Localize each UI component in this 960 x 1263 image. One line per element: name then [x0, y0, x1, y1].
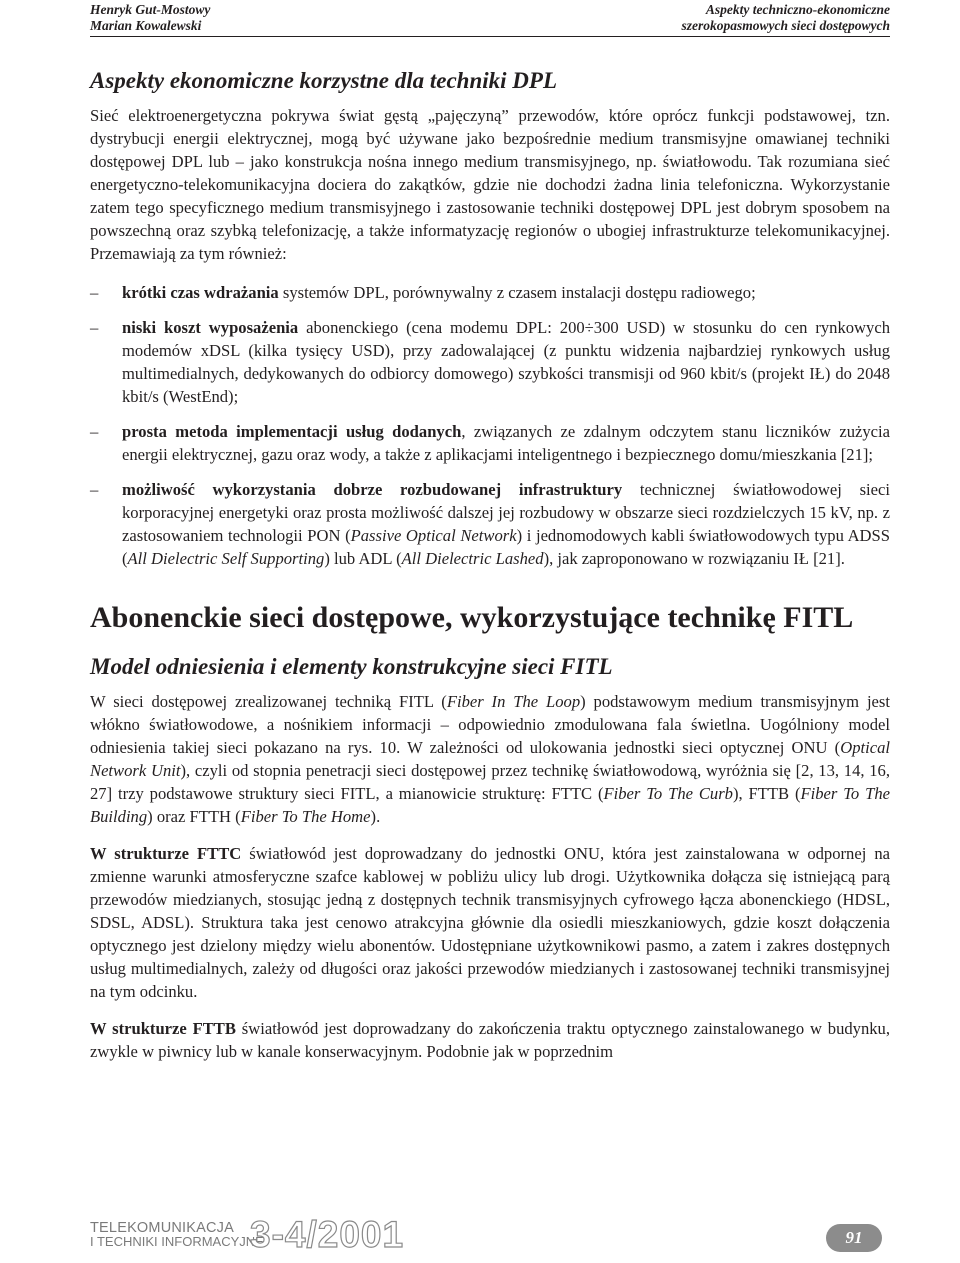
paragraph-fttc [90, 842, 890, 1003]
list-dash: – [90, 318, 99, 337]
header-title-line-2: szerokopasmowych sieci dostępowych [681, 18, 890, 33]
list-item-term: Passive Optical Network [350, 526, 517, 545]
paragraph-fttb [90, 1017, 890, 1063]
text-run: ) podstawowym medium transmisyjnym jest włókno światłowodowe, a nośnikiem informacji – odpowiednio zmodulowana fala świetlna. Uogólniony model odniesienia takiej sieci pokazano na rys. 10. W zależności od ulokowania jednostki sieci optycznej ONU ( [90, 692, 890, 757]
paragraph-lead-bold: W strukturze FTTB [90, 1019, 236, 1038]
list-item-text: abonenckiego (cena modemu DPL: 200÷300 USD) w stosunku do cen rynkowych modemów xDSL (kilka tysięcy USD), przy zadowalającej (z punktu widzenia najbardziej rynkowych usług multimedialnych, dedykowanych do odbiorcy domowego) szybkości transmisji od 960 kbit/s (projekt IŁ) do 2048 kbit/s (WestEnd); [122, 318, 890, 406]
list-item [90, 281, 890, 304]
list-item-text: systemów DPL, porównywalny z czasem instalacji dostępu radiowego; [278, 283, 756, 302]
journal-brand-line-2: I TECHNIKI INFORMACYJNE [90, 1234, 264, 1249]
text-run: ) oraz FTTH ( [147, 807, 241, 826]
term-italic: Fiber To The Building [90, 784, 890, 826]
list-item-term: All Dielectric Lashed [401, 549, 544, 568]
list-item-text: technicznej światłowodowej sieci korporacyjnej energetyki oraz prosta możliwość dalszej jej rozbudowy w obszarze sieci rozdzielczych 15 kV, np. z zastosowaniem technologii PON ( [122, 480, 890, 545]
text-run: ), czyli od stopnia penetracji sieci dostępowej przez technikę światłowodową, wyróżnia się [2, 13, 14, 16, 27] trzy podstawowe struktury sieci FITL, a mianowicie strukturę: FTTC ( [90, 761, 890, 803]
advantages-list [90, 281, 890, 570]
list-item-bold: krótki czas wdrażania [122, 283, 279, 302]
header-article-title [682, 2, 891, 34]
subsection-heading-reference-model: Model odniesienia i elementy konstrukcyjne sieci FITL [90, 654, 613, 679]
list-item [90, 420, 890, 466]
header-author-1: Henryk Gut-Mostowy [90, 2, 211, 17]
term-italic: Fiber To The Home [240, 807, 371, 826]
text-run: światłowód jest doprowadzany do zakończenia traktu optycznego zainstalowanego w budynku, zwykle w piwnicy lub w kanale konserwacyjnym. Podobnie jak w poprzednim [90, 1019, 890, 1061]
list-dash: – [90, 283, 99, 302]
paragraph-intro: Sieć elektroenergetyczna pokrywa świat gęstą „pajęczyną” przewodów, które oprócz funkcji podstawowej, tzn. dystrybucji energii elektrycznej, mogą być używane jako bezpośrednie medium transmisyjne omawianej techniki dostępowej DPL lub – jako konstrukcja nośna innego medium transmisyjnego, np. światłowodu. Tak rozumiana sieć energetyczno-telekomunikacyjna dociera do zakątków, gdzie nie dochodzi żadna linia telefoniczna. Wykorzystanie zatem tego specyficznego medium transmisyjnego i zastosowanie techniki dostępowej DPL jest dobrym sposobem na powszechną oraz szybką telefonizację, a także informatyzację regionów o ubogiej infrastrukturze telekomunikacyjnej. Przemawiają za tym również: [90, 106, 890, 263]
term-italic: Fiber To The Curb [603, 784, 733, 803]
header-authors [90, 2, 210, 34]
list-item-text: , związanych ze zdalnym odczytem stanu liczników zużycia energii elektrycznej, gazu oraz wody, a także z aplikacjami inteligentnego i bezpiecznego domu/mieszkania [21]; [122, 422, 890, 464]
list-item-bold: prosta metoda implementacji usług dodanych [122, 422, 462, 441]
term-italic: Optical Network Unit [90, 738, 890, 780]
paragraph-fitl-model [90, 690, 890, 828]
journal-brand [90, 1221, 264, 1249]
list-item [90, 316, 890, 408]
term-italic: Fiber In The Loop [446, 692, 581, 711]
journal-brand-line-1: TELEKOMUNIKACJA [90, 1220, 234, 1236]
header-divider [90, 36, 890, 37]
header-author-2: Marian Kowalewski [90, 18, 202, 33]
list-item-text: ), jak zaproponowano w rozwiązaniu IŁ [21]. [543, 549, 845, 568]
text-run: światłowód jest doprowadzany do jednostki ONU, która jest zainstalowana w odpornej na zmienne warunki atmosferyczne szafce kablowej w pobliżu ulicy lub drogi. Użytkownika dołącza się istniejącą parą przewodów miedzianych, stosując jedną z dostępnych technik transmisyjnych cyfrowego łącza abonenckiego (HDSL, SDSL, ADSL). Struktura taka jest cenowo atrakcyjna głównie dla osiedli mieszkaniowych, gdzie koszt dołączenia optycznego jest dzielony między wielu abonentów. Udostępniane użytkownikowi pasmo, a zatem i zakres dostępnych usług multimedialnych, zależy od długości oraz jakości przewodów miedzianych i zastosowanej techniki transmisyjnej na tym odcinku. [90, 844, 890, 1001]
page-header [0, 0, 960, 34]
section-heading-economic-aspects: Aspekty ekonomiczne korzystne dla techniki DPL [90, 68, 558, 93]
list-item-term: All Dielectric Self Supporting [127, 549, 325, 568]
text-run: ), FTTB ( [732, 784, 801, 803]
list-item-bold: możliwość wykorzystania dobrze rozbudowanej infrastruktury [122, 480, 623, 499]
page-number-badge: 91 [826, 1224, 882, 1252]
header-title-line-1: Aspekty techniczno-ekonomiczne [705, 2, 890, 17]
issue-number: 3-4/2001 [250, 1214, 405, 1255]
paragraph-lead-bold: W strukturze FTTC [90, 844, 242, 863]
article-body [90, 66, 890, 1063]
list-item-text: ) i jednomodowych kabli światłowodowych typu ADSS ( [122, 526, 890, 568]
text-run: W sieci dostępowej zrealizowanej techniką FITL ( [90, 692, 447, 711]
section-heading-fitl: Abonenckie sieci dostępowe, wykorzystujące technikę FITL [90, 601, 854, 634]
list-dash: – [90, 480, 99, 499]
list-dash: – [90, 422, 99, 441]
list-item-bold: niski koszt wyposażenia [122, 318, 299, 337]
page-footer [90, 1215, 890, 1263]
list-item [90, 478, 890, 570]
list-item-text: ) lub ADL ( [324, 549, 402, 568]
text-run: ). [370, 807, 381, 826]
